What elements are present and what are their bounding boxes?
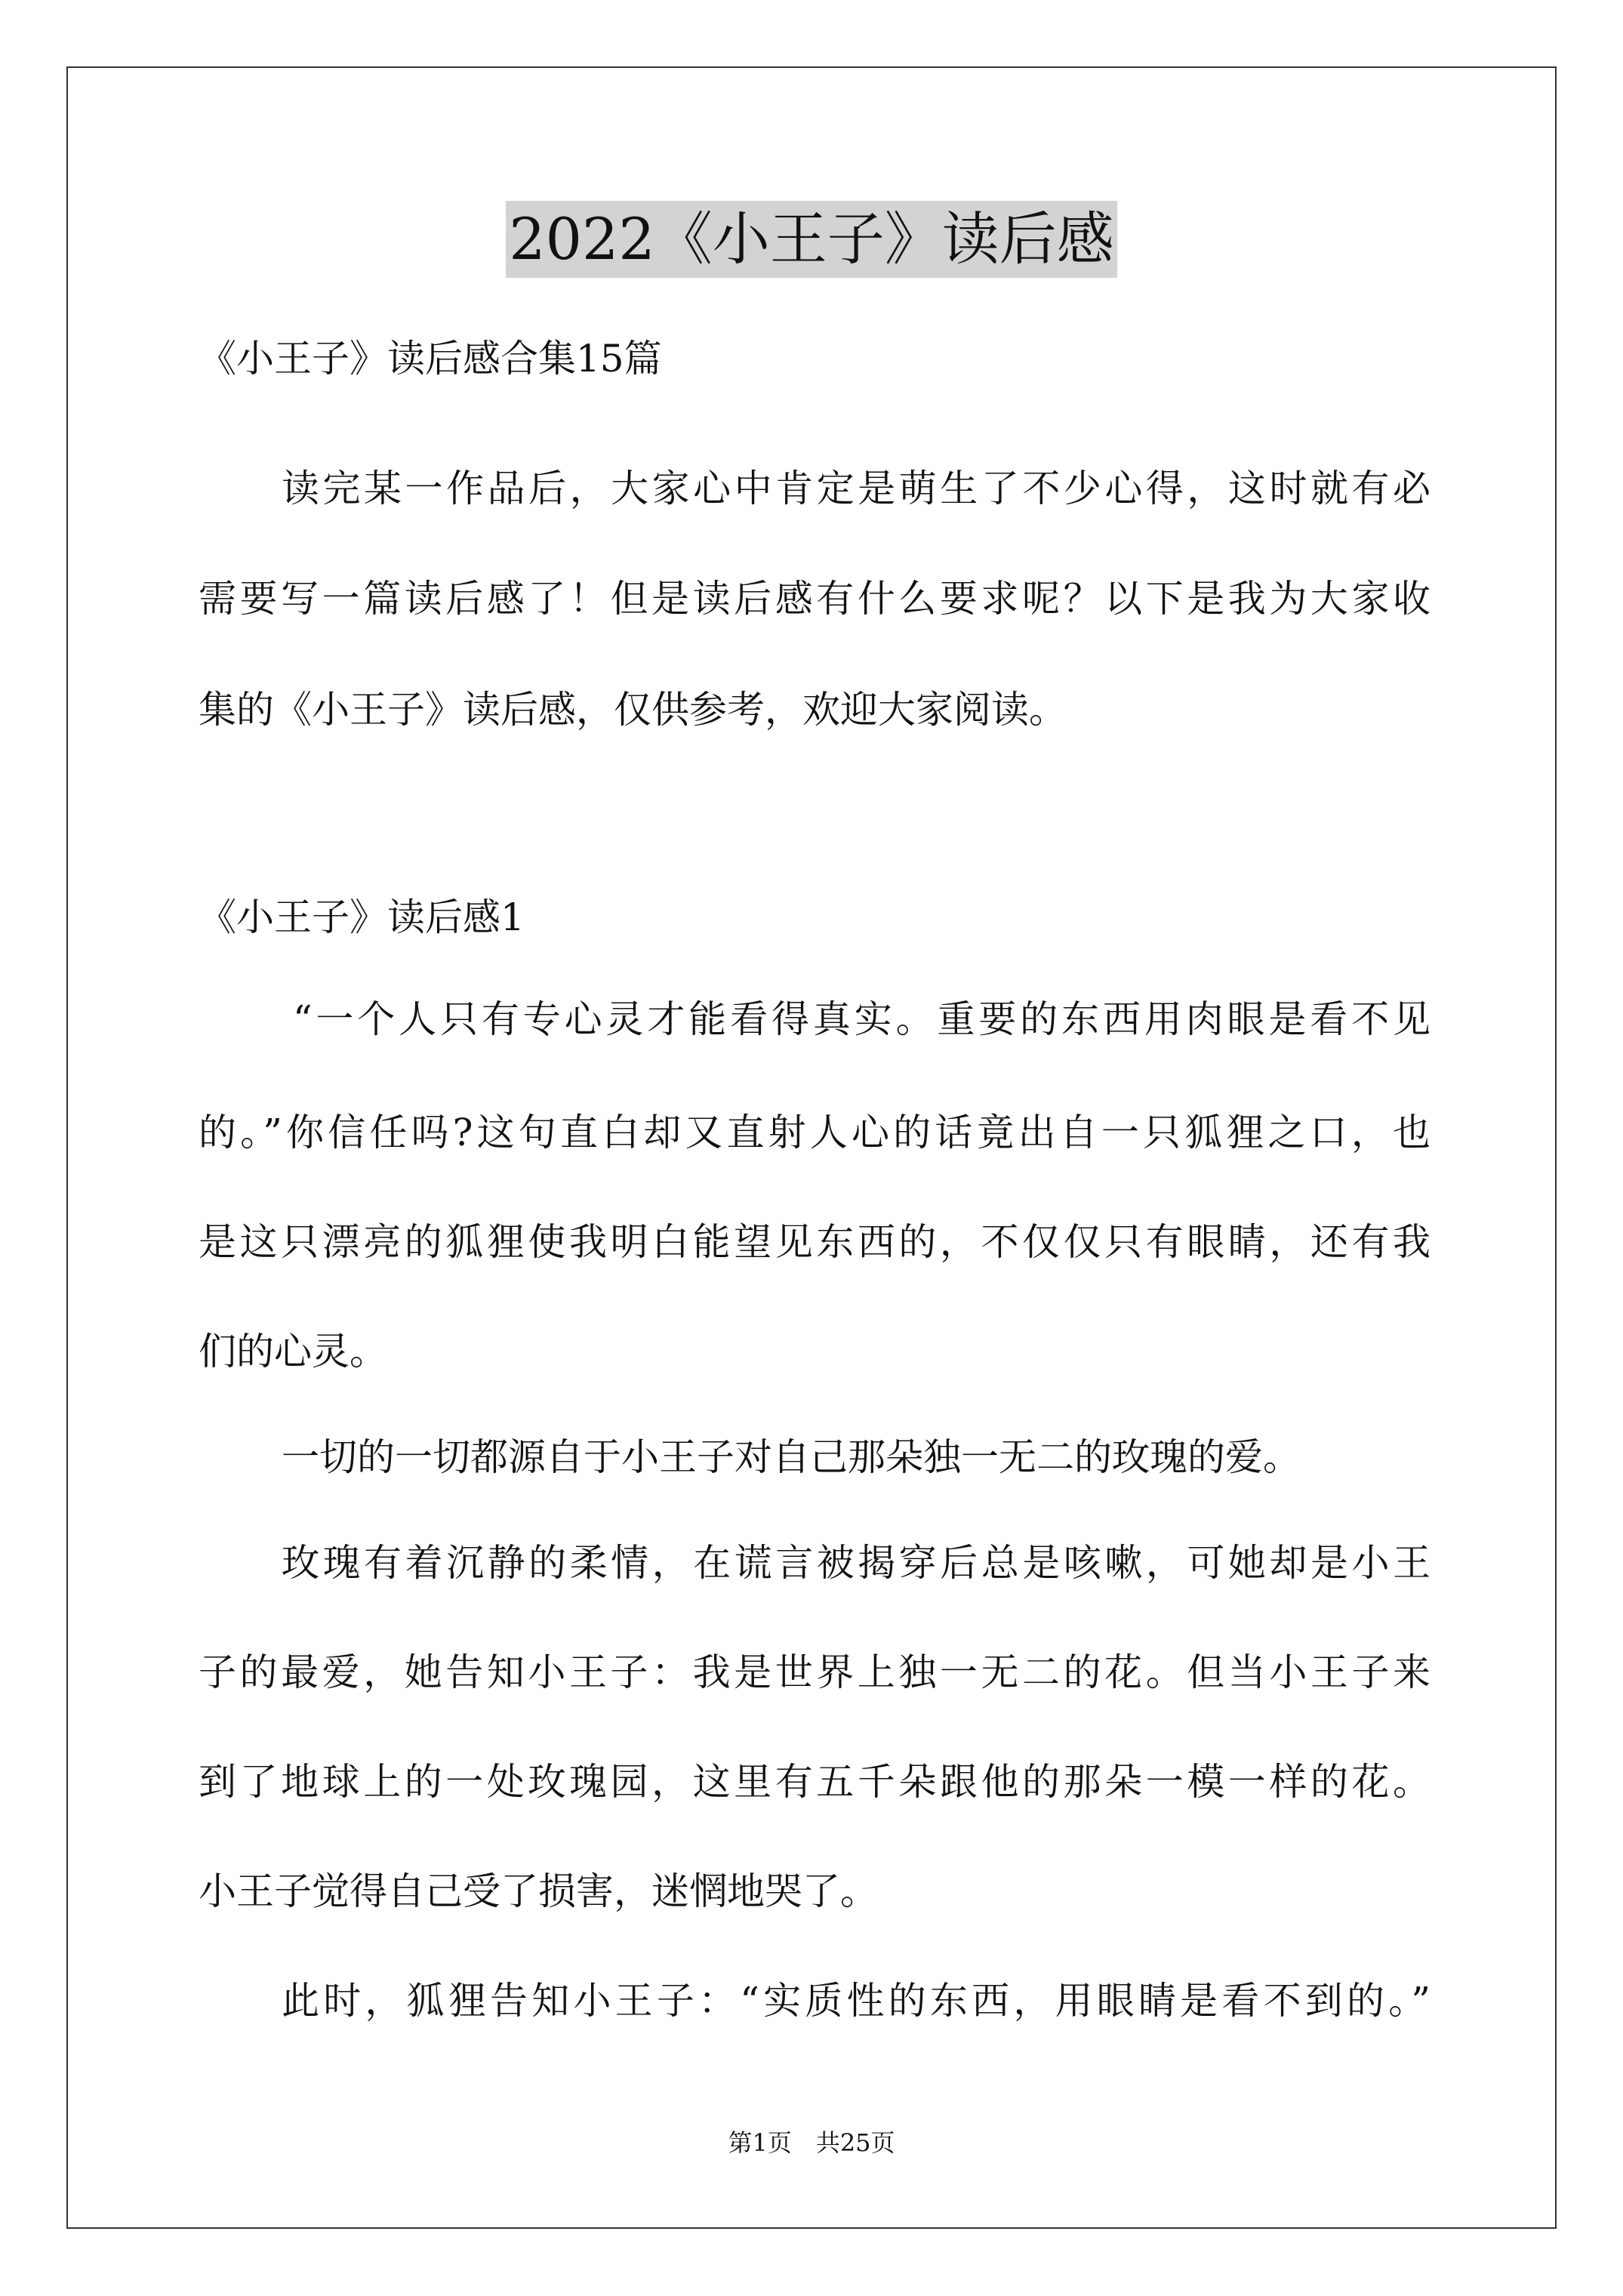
para1-line-4: 们的心灵。 [199, 1330, 387, 1373]
title-text: 2022《小王子》读后感 [506, 201, 1116, 278]
intro-line-3: 集的《小王子》读后感，仅供参考，欢迎大家阅读。 [199, 688, 1067, 732]
intro-line-2: 需要写一篇读后感了！但是读后感有什么要求呢？以下是我为大家收 [199, 577, 1431, 621]
page-footer: 第1页 共25页 [728, 2128, 895, 2157]
para3-line-3: 到了地球上的一处玫瑰园，这里有五千朵跟他的那朵一模一样的花。 [199, 1760, 1431, 1804]
para2-line-1: 一切的一切都源自于小王子对自己那朵独一无二的玫瑰的爱。 [282, 1435, 1301, 1479]
intro-line-1: 读完某一作品后，大家心中肯定是萌生了不少心得，这时就有必 [282, 467, 1431, 510]
para3-line-2: 子的最爱，她告知小王子：我是世界上独一无二的花。但当小王子来 [199, 1650, 1431, 1694]
para1-line-2: 的。”你信任吗?这句直白却又直射人心的话竟出自一只狐狸之口，也 [199, 1111, 1431, 1154]
subtitle-line: 《小王子》读后感合集15篇 [199, 337, 662, 381]
para1-line-3: 是这只漂亮的狐狸使我明白能望见东西的，不仅仅只有眼睛，还有我 [199, 1220, 1431, 1264]
document-title [0, 198, 1623, 281]
section-heading: 《小王子》读后感1 [199, 895, 525, 939]
para1-line-1: “一个人只有专心灵才能看得真实。重要的东西用肉眼是看不见 [293, 997, 1431, 1041]
para3-line-1: 玫瑰有着沉静的柔情，在谎言被揭穿后总是咳嗽，可她却是小王 [282, 1541, 1431, 1585]
para3-line-4: 小王子觉得自己受了损害，迷惘地哭了。 [199, 1869, 878, 1913]
para4-line-1: 此时，狐狸告知小王子：“实质性的东西，用眼睛是看不到的。” [282, 1979, 1431, 2023]
